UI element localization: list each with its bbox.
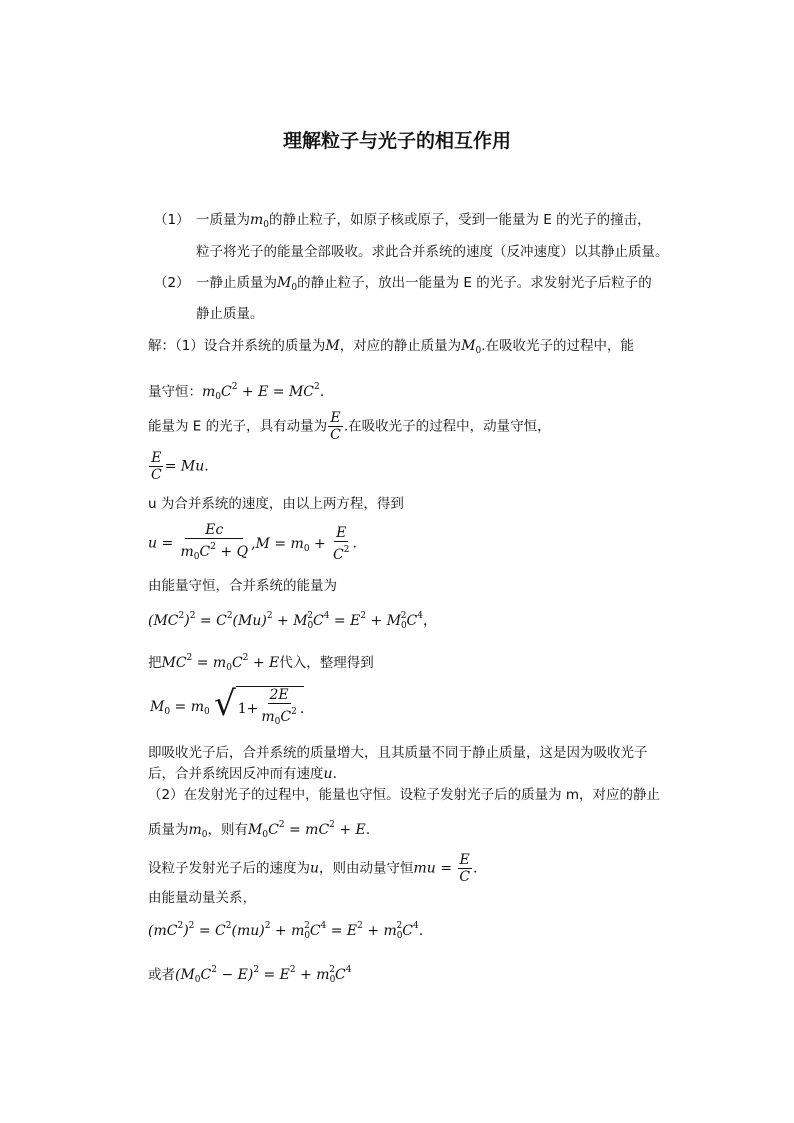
solution-line-17: 或者$(M_0C^2 - E)^2 = E^2 + m_0^2C^4$ xyxy=(148,965,352,985)
solution-line-11a: 即吸收光子后，合并系统的质量增大，且其质量不同于静止质量，这是因为吸收光子 xyxy=(148,745,648,761)
solution-line-2: 量守恒：$m_0C^2 + E = MC^2$. xyxy=(148,382,325,402)
solution-line-1: 解：（1）设合并系统的质量为M，对应的静止质量为$M_0$.在吸收光子的过程中，能 xyxy=(148,338,635,356)
solution-line-5: u 为合并系统的速度，由以上两方程，得到 xyxy=(148,496,404,512)
solution-line-7: 由能量守恒，合并系统的能量为 xyxy=(148,578,337,594)
problem-1-line-1: 一质量为$m_0$的静止粒子，如原子核或原子，受到一能量为 E 的光子的撞击， xyxy=(196,212,651,230)
problem-2-line-1: 一静止质量为$M_0$的静止粒子，放出一能量为 E 的光子。求发射光子后粒子的 xyxy=(196,275,652,293)
problem-1-number: （1） xyxy=(154,212,190,228)
solution-line-13: 质量为$m_0$，则有$M_0C^2 = mC^2 + E$. xyxy=(148,820,371,840)
equation-rest-mass: $M_0 = m_0$ √ 1 + $\frac{2E}{m_0C^2}$ . xyxy=(150,684,304,730)
solution-line-9: 把$MC^2 = m_0C^2 + E$代入，整理得到 xyxy=(148,653,374,673)
problem-2-line-2: 静止质量。 xyxy=(196,306,264,322)
solution-line-3: 能量为 E 的光子，具有动量为 $\frac{E}{C}$ .在吸收光子的过程中，动量守恒， xyxy=(148,410,551,443)
solution-line-14: 设粒子发射光子后的速度为u，则由动量守恒mu = $\frac{E}{C}$ . xyxy=(148,852,478,885)
equation-energy-momentum: $(mC^2)^2 = C^2(mu)^2 + m_0^2C^4 = E^2 + m_0^2C^4$. xyxy=(148,921,424,941)
equation-velocity: u = $\frac{Ec}{m_0C^2 + Q}$ $,M = m_0$ + $\frac{E}{C^2}$ . xyxy=(148,522,357,563)
equation-energy: $(MC^2)^2 = C^2(Mu)^2 + M_0^2C^4 = E^2 + M_0^2C^4$， xyxy=(148,611,437,631)
page-title: 理解粒子与光子的相互作用 xyxy=(282,130,511,152)
equation-momentum: $\frac{E}{C}$ = Mu. xyxy=(151,450,209,483)
problem-2-number: （2） xyxy=(154,275,190,291)
solution-line-15: 由能量动量关系， xyxy=(148,890,256,906)
problem-1-line-2: 粒子将光子的能量全部吸收。求此合并系统的速度（反冲速度）以其静止质量。 xyxy=(196,244,669,260)
solution-line-11b: 后，合并系统因反冲而有速度u. xyxy=(148,766,337,782)
solution-line-12: （2）在发射光子的过程中，能量也守恒。设粒子发射光子后的质量为 m，对应的静止 xyxy=(148,787,661,803)
